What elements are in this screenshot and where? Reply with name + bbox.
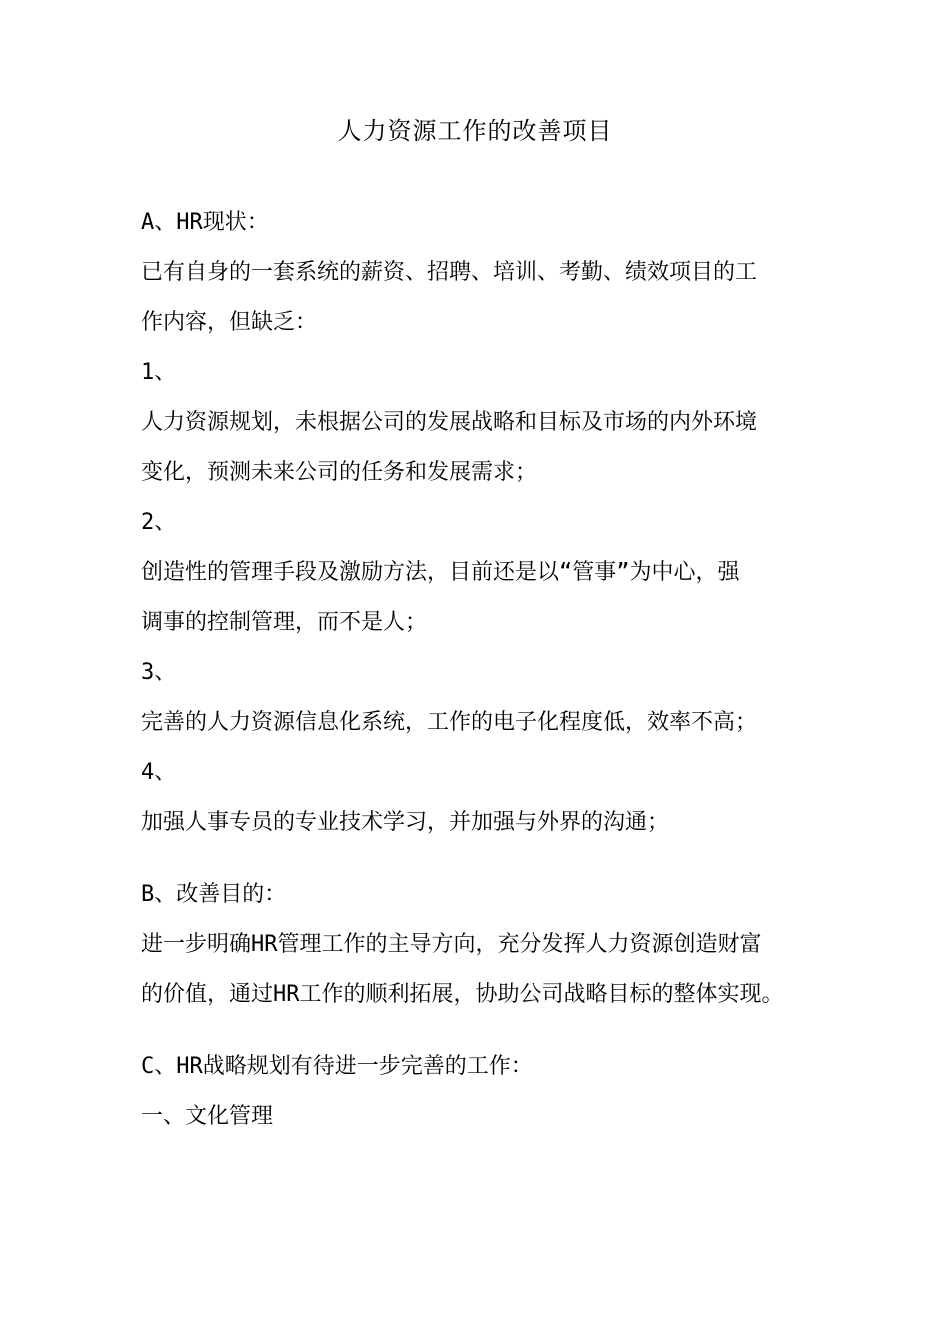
section-b-line-1: 进一步明确HR管理工作的主导方向，充分发挥人力资源创造财富 (141, 932, 762, 957)
item-2-line-1: 创造性的管理手段及激励方法，目前还是以“管事”为中心，强 (141, 560, 740, 585)
section-c-subheading: 一、文化管理 (141, 1104, 274, 1129)
section-c-heading: C、HR战略规划有待进一步完善的工作： (141, 1054, 533, 1079)
item-1-line-2: 变化，预测未来公司的任务和发展需求； (141, 460, 538, 485)
item-2-number: 2、 (141, 510, 177, 535)
section-b-heading: B、改善目的： (141, 882, 287, 907)
item-1-line-1: 人力资源规划，未根据公司的发展战略和目标及市场的内外环境 (141, 410, 758, 435)
item-2-line-2: 调事的控制管理，而不是人； (141, 610, 428, 635)
section-a-intro-line-2: 作内容，但缺乏： (141, 310, 318, 335)
document-title: 人力资源工作的改善项目 (337, 117, 613, 145)
item-3-line-1: 完善的人力资源信息化系统，工作的电子化程度低，效率不高； (141, 710, 758, 735)
item-4-number: 4、 (141, 760, 177, 785)
section-a-intro-line-1: 已有自身的一套系统的薪资、招聘、培训、考勤、绩效项目的工 (141, 260, 758, 285)
item-1-number: 1、 (141, 360, 177, 385)
item-4-line-1: 加强人事专员的专业技术学习，并加强与外界的沟通； (141, 810, 670, 835)
section-b-line-2: 的价值，通过HR工作的顺利拓展，协助公司战略目标的整体实现。 (141, 982, 784, 1007)
section-a-heading: A、HR现状： (141, 210, 269, 235)
item-3-number: 3、 (141, 660, 177, 685)
